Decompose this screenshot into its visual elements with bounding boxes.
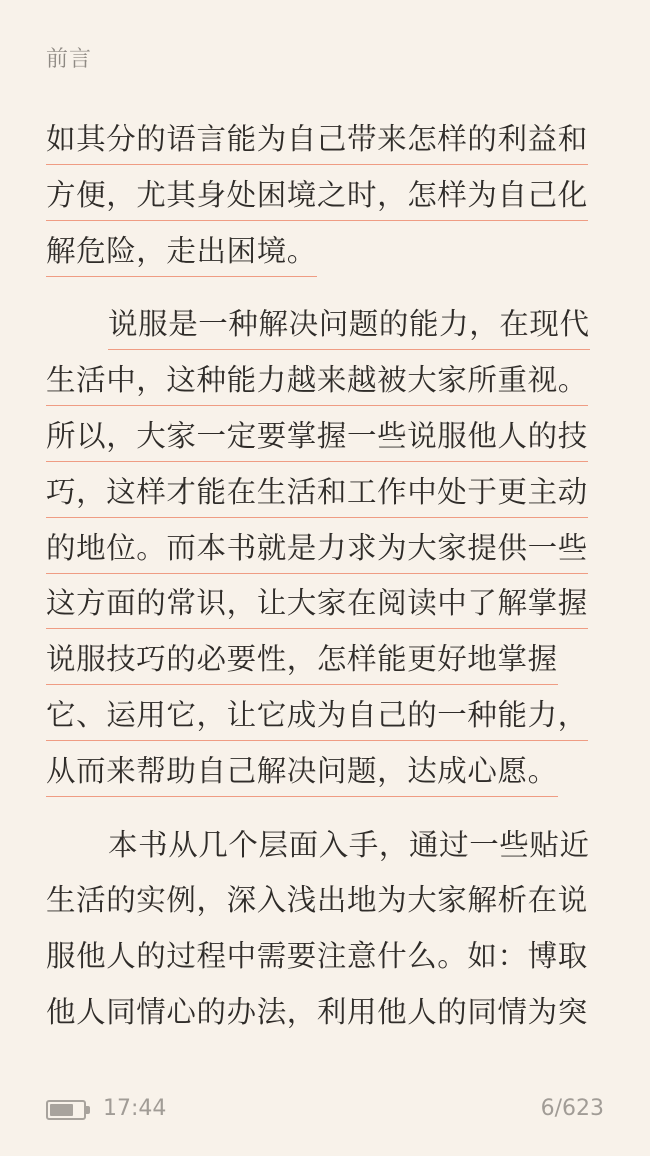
text-line[interactable]: [46, 169, 608, 225]
reading-content[interactable]: [46, 113, 608, 1042]
text-line[interactable]: 他人同情心的办法，利用他人的同情为突: [46, 994, 588, 1029]
reader-status-bar: [46, 1094, 604, 1128]
text-line[interactable]: [46, 689, 608, 745]
text-line[interactable]: [46, 577, 608, 633]
highlighted-text[interactable]: 方便，尤其身处困境之时，怎样为自己化: [46, 172, 588, 221]
highlighted-text[interactable]: 所以，大家一定要掌握一些说服他人的技: [46, 413, 588, 462]
highlighted-text[interactable]: 如其分的语言能为自己带来怎样的利益和: [46, 116, 588, 165]
page-indicator: 6/623: [540, 1096, 604, 1121]
text-line[interactable]: [46, 522, 608, 578]
text-line[interactable]: [46, 225, 608, 281]
highlighted-text[interactable]: 解危险，走出困境。: [46, 228, 317, 277]
paragraph[interactable]: [46, 819, 608, 1042]
highlighted-text[interactable]: 说服是一种解决问题的能力，在现代: [108, 301, 590, 350]
paragraph[interactable]: [46, 298, 608, 800]
text-line[interactable]: 服他人的过程中需要注意什么。如：博取: [46, 939, 588, 974]
highlighted-text[interactable]: 从而来帮助自己解决问题，达成心愿。: [46, 748, 558, 797]
highlighted-text[interactable]: 说服技巧的必要性，怎样能更好地掌握: [46, 636, 558, 685]
text-line[interactable]: [46, 298, 608, 354]
clock-time: 17:44: [103, 1096, 167, 1121]
highlighted-text[interactable]: 这方面的常识，让大家在阅读中了解掌握: [46, 580, 588, 629]
battery-tip: [86, 1106, 90, 1114]
battery-level-fill: [50, 1104, 73, 1116]
highlighted-text[interactable]: 它、运用它，让它成为自己的一种能力，: [46, 692, 588, 741]
highlighted-text[interactable]: 生活中，这种能力越来越被大家所重视。: [46, 357, 588, 406]
text-line[interactable]: [46, 633, 608, 689]
text-line[interactable]: [46, 745, 608, 801]
chapter-title: 前言: [46, 47, 93, 72]
battery-icon: [46, 1100, 86, 1120]
paragraph-gap: [46, 280, 608, 298]
text-line[interactable]: [46, 466, 608, 522]
text-line[interactable]: [46, 354, 608, 410]
text-line[interactable]: 生活的实例，深入浅出地为大家解析在说: [46, 883, 588, 918]
paragraph[interactable]: [46, 113, 608, 280]
highlighted-text[interactable]: 的地位。而本书就是力求为大家提供一些: [46, 525, 588, 574]
highlighted-text[interactable]: 巧，这样才能在生活和工作中处于更主动: [46, 469, 588, 518]
text-line[interactable]: [46, 113, 608, 169]
text-line[interactable]: [46, 410, 608, 466]
paragraph-gap: [46, 801, 608, 819]
text-line[interactable]: 本书从几个层面入手，通过一些贴近: [108, 827, 590, 862]
